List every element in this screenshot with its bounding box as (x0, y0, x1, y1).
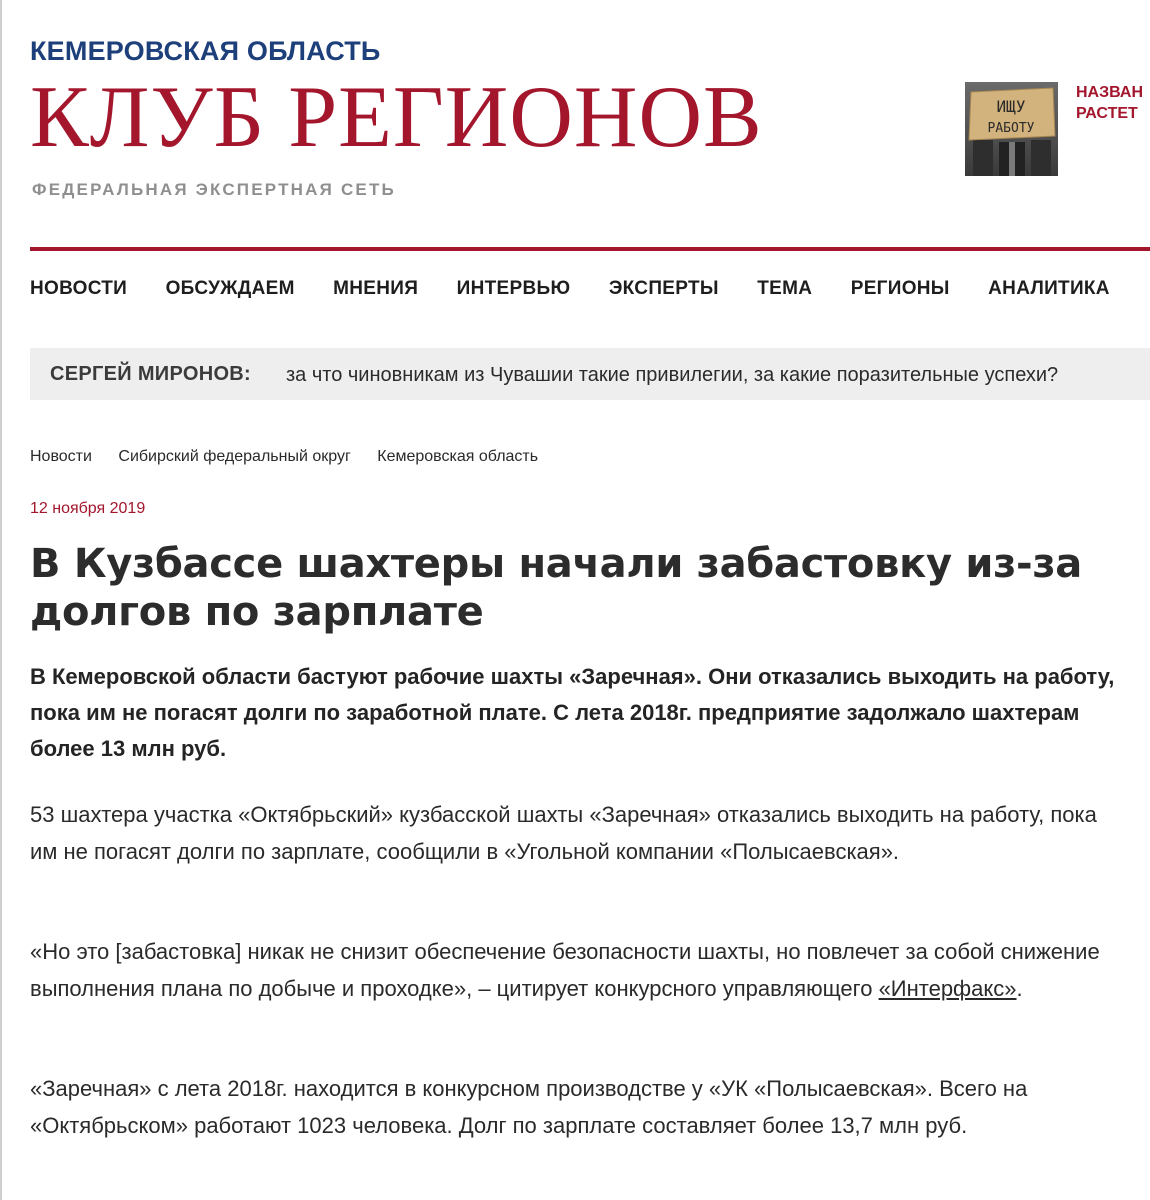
svg-text:РАБОТУ: РАБОТУ (987, 121, 1035, 136)
job-search-sign-image (965, 82, 1058, 176)
breadcrumb-news[interactable]: Новости (30, 448, 92, 465)
promo-headline[interactable] (1076, 82, 1150, 124)
svg-text:ИЩУ: ИЩУ (996, 97, 1026, 116)
article-paragraph: 53 шахтера участка «Октябрьский» кузбасской шахты «Заречная» отказались выходить на работу, пока им не погасят долги по зарплате, сообщили в «Угольной компании «Полысаевская». (30, 802, 1097, 864)
paragraph-text: . (1016, 976, 1023, 1001)
nav-item-analytics[interactable]: АНАЛИТИКА (988, 278, 1110, 299)
breadcrumb-kemerovo-region[interactable]: Кемеровская область (377, 448, 539, 465)
breadcrumb (30, 448, 560, 466)
nav-item-interview[interactable]: ИНТЕРВЬЮ (456, 278, 571, 299)
page-left-border (0, 0, 2, 1200)
site-tagline: ФЕДЕРАЛЬНАЯ ЭКСПЕРТНАЯ СЕТЬ (32, 180, 396, 199)
region-label[interactable]: КЕМЕРОВСКАЯ ОБЛАСТЬ (30, 36, 381, 66)
ticker-author: СЕРГЕЙ МИРОНОВ: (50, 363, 252, 385)
promo-headline-line: НАЗВАН (1076, 84, 1143, 101)
paragraph-text: «Но это [забастовка] никак не снизит обеспечение безопасности шахты, но повлечет за собой снижение выполнения плана по добыче и проходке», – цитирует конкурсного управляющего (30, 939, 1100, 1001)
nav-item-news[interactable]: НОВОСТИ (30, 278, 128, 299)
promo-thumbnail[interactable] (965, 82, 1058, 176)
news-ticker[interactable] (30, 348, 1150, 400)
publication-date: 12 ноября 2019 (30, 500, 146, 517)
nav-item-opinions[interactable]: МНЕНИЯ (333, 278, 419, 299)
interfax-link[interactable]: «Интерфакс» (878, 976, 1017, 1001)
promo-headline-line: РАСТЕТ (1076, 105, 1138, 122)
main-navigation (30, 278, 1150, 308)
site-logo[interactable]: КЛУБ РЕГИОНОВ (30, 69, 763, 166)
article-paragraph: «Заречная» с лета 2018г. находится в конкурсном производстве у «УК «Полысаевская». Всего на «Октябрьском» работают 1023 человека. Долг по зарплате составляет более 13,7 млн руб. (30, 1076, 1028, 1138)
ticker-quote[interactable]: за что чиновникам из Чувашии такие привилегии, за какие поразительные успехи? (286, 364, 1059, 386)
nav-item-topic[interactable]: ТЕМА (757, 278, 813, 299)
nav-item-experts[interactable]: ЭКСПЕРТЫ (608, 278, 719, 299)
article-title: В Кузбассе шахтеры начали забастовку из-за долгов по зарплате (30, 541, 1082, 635)
article-paragraph (30, 933, 1130, 1007)
header-divider (30, 247, 1150, 251)
article-lead: В Кемеровской области бастуют рабочие шахты «Заречная». Они отказались выходить на работу, пока им не погасят долги по заработной плате. С лета 2018г. предприятие задолжало шахтерам более 13 млн руб. (30, 664, 1115, 761)
breadcrumb-siberian-district[interactable]: Сибирский федеральный округ (118, 448, 351, 465)
nav-item-discussion[interactable]: ОБСУЖДАЕМ (165, 278, 295, 299)
nav-item-regions[interactable]: РЕГИОНЫ (850, 278, 950, 299)
